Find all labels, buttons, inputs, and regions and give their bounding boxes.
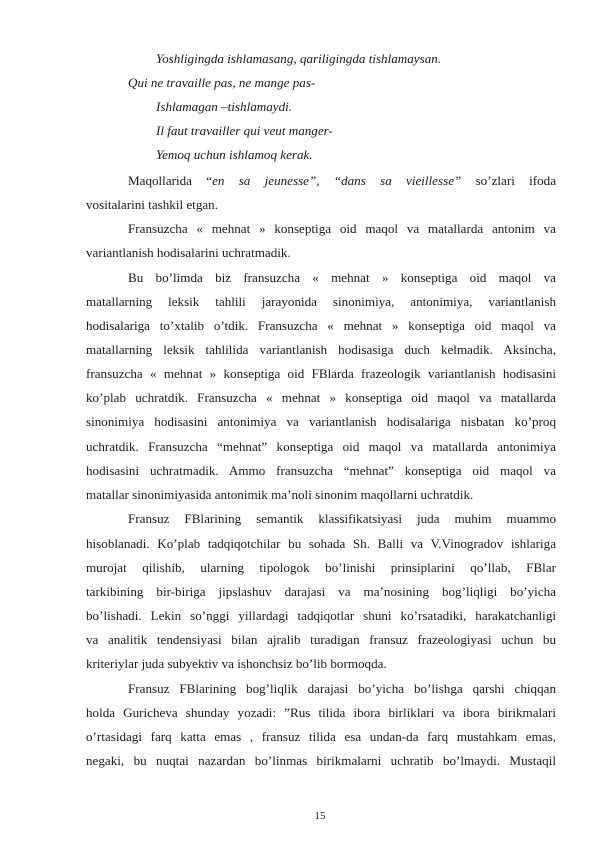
paragraph-3-line-3: hodisalariga to’xtalib o’tdik. Fransuzcha « mehnat » konseptiga oid maqol va xyxy=(86,318,556,333)
paragraph-1-post: so’zlari ifoda xyxy=(461,173,557,188)
paragraph-3-line-4: matallarning leksik tahlilida variantlanish hodisasiga duch kelmadik. Aksincha, xyxy=(86,342,556,357)
paragraph-4-line-7: kriteriylar juda subyektiv va ishonchsiz bo’lib bormoqda. xyxy=(86,656,387,671)
paragraph-3-line-8: uchratdik. Fransuzcha “mehnat” konseptiga oid maqol va matallarda antonimiya xyxy=(86,439,556,454)
paragraph-4-line-4: tarkibining bir-biriga jipslashuv darajasi va ma’nosining bog’liqligi bo’yicha xyxy=(86,584,556,599)
paragraph-1-pre: Maqollarida “ xyxy=(128,173,213,188)
paragraph-5-line-2: holda Guricheva shunday yozadi: ”Rus tilida ibora birliklari va ibora birikmalari xyxy=(86,705,556,720)
paragraph-5-line-1: Fransuz FBlarining bog’liqlik darajasi bo’yicha bo’lishga qarshi chiqqan xyxy=(128,681,556,696)
paragraph-1-line-1 xyxy=(128,173,556,189)
paragraph-3-line-1: Bu bo’limda biz fransuzcha « mehnat » konseptiga oid maqol va xyxy=(128,270,556,285)
paragraph-5-line-3: o’rtasidagi farq katta emas , fransuz tilida esa undan-da farq mustahkam emas, xyxy=(86,729,556,744)
paragraph-3-line-7: sinonimiya hodisasini antonimiya va variantlanish hodisalariga nisbatan ko’proq xyxy=(86,414,556,429)
paragraph-5-line-4: negaki, bu nuqtai nazardan bo’linmas birikmalarni uchratib bo’lmaydi. Mustaqil xyxy=(86,753,556,768)
paragraph-3-line-2: matallarning leksik tahlili jarayonida sinonimiya, antonimiya, variantlanish xyxy=(86,294,556,309)
paragraph-2-line-1: Fransuzcha « mehnat » konseptiga oid maqol va matallarda antonim va xyxy=(128,221,556,236)
paragraph-1-italic: en sa jeunesse”, “dans sa vieillesse” xyxy=(212,173,462,188)
paragraph-4-line-1: Fransuz FBlarining semantik klassifikatsiyasi juda muhim muammo xyxy=(128,511,556,526)
paragraph-3-line-6: ko’plab uchratdik. Fransuzcha « mehnat » konseptiga oid maqol va matallarda xyxy=(86,390,556,405)
paragraph-4-line-3: murojat qilishib, ularning tipologok bo’linishi prinsiplarini qo’llab, FBlar xyxy=(86,560,556,575)
paragraph-4-line-2: hisoblanadi. Ko’plab tadqiqotchilar bu sohada Sh. Balli va V.Vinogradov ishlariga xyxy=(86,536,556,551)
paragraph-4-line-5: bo’lishadi. Lekin so’nggi yillardagi tadqiqotlar shuni ko’rsatadiki, harakatchanligi xyxy=(86,608,556,623)
proverb-line-2: Qui ne travaille pas, ne mange pas- xyxy=(128,75,316,90)
page-number: 15 xyxy=(314,810,326,822)
proverb-line-4: Il faut travailler qui veut manger- xyxy=(156,123,333,138)
paragraph-3-line-5: fransuzcha « mehnat » konseptiga oid FBlarda frazeologik variantlanish hodisasini xyxy=(86,366,556,381)
proverb-line-3: Ishlamagan –tishlamaydi. xyxy=(156,99,293,114)
paragraph-4-line-6: va analitik tendensiyasi bilan ajralib turadigan fransuz frazeologiyasi uchun bu xyxy=(86,632,556,647)
paragraph-3-line-10: matallar sinonimiyasida antonimik ma’noli sinonim maqollarni uchratdik. xyxy=(86,487,474,502)
proverb-line-1: Yoshligingda ishlamasang, qariligingda tishlamaysan. xyxy=(156,51,442,66)
proverb-line-5: Yemoq uchun ishlamoq kerak. xyxy=(156,147,313,162)
paragraph-3-line-9: hodisasini uchratmadik. Ammo fransuzcha “mehnat” konseptiga oid maqol va xyxy=(86,463,556,478)
paragraph-2-line-2: variantlanish hodisalarini uchratmadik. xyxy=(86,245,291,260)
paragraph-1-line-2: vositalarini tashkil etgan. xyxy=(86,197,218,212)
